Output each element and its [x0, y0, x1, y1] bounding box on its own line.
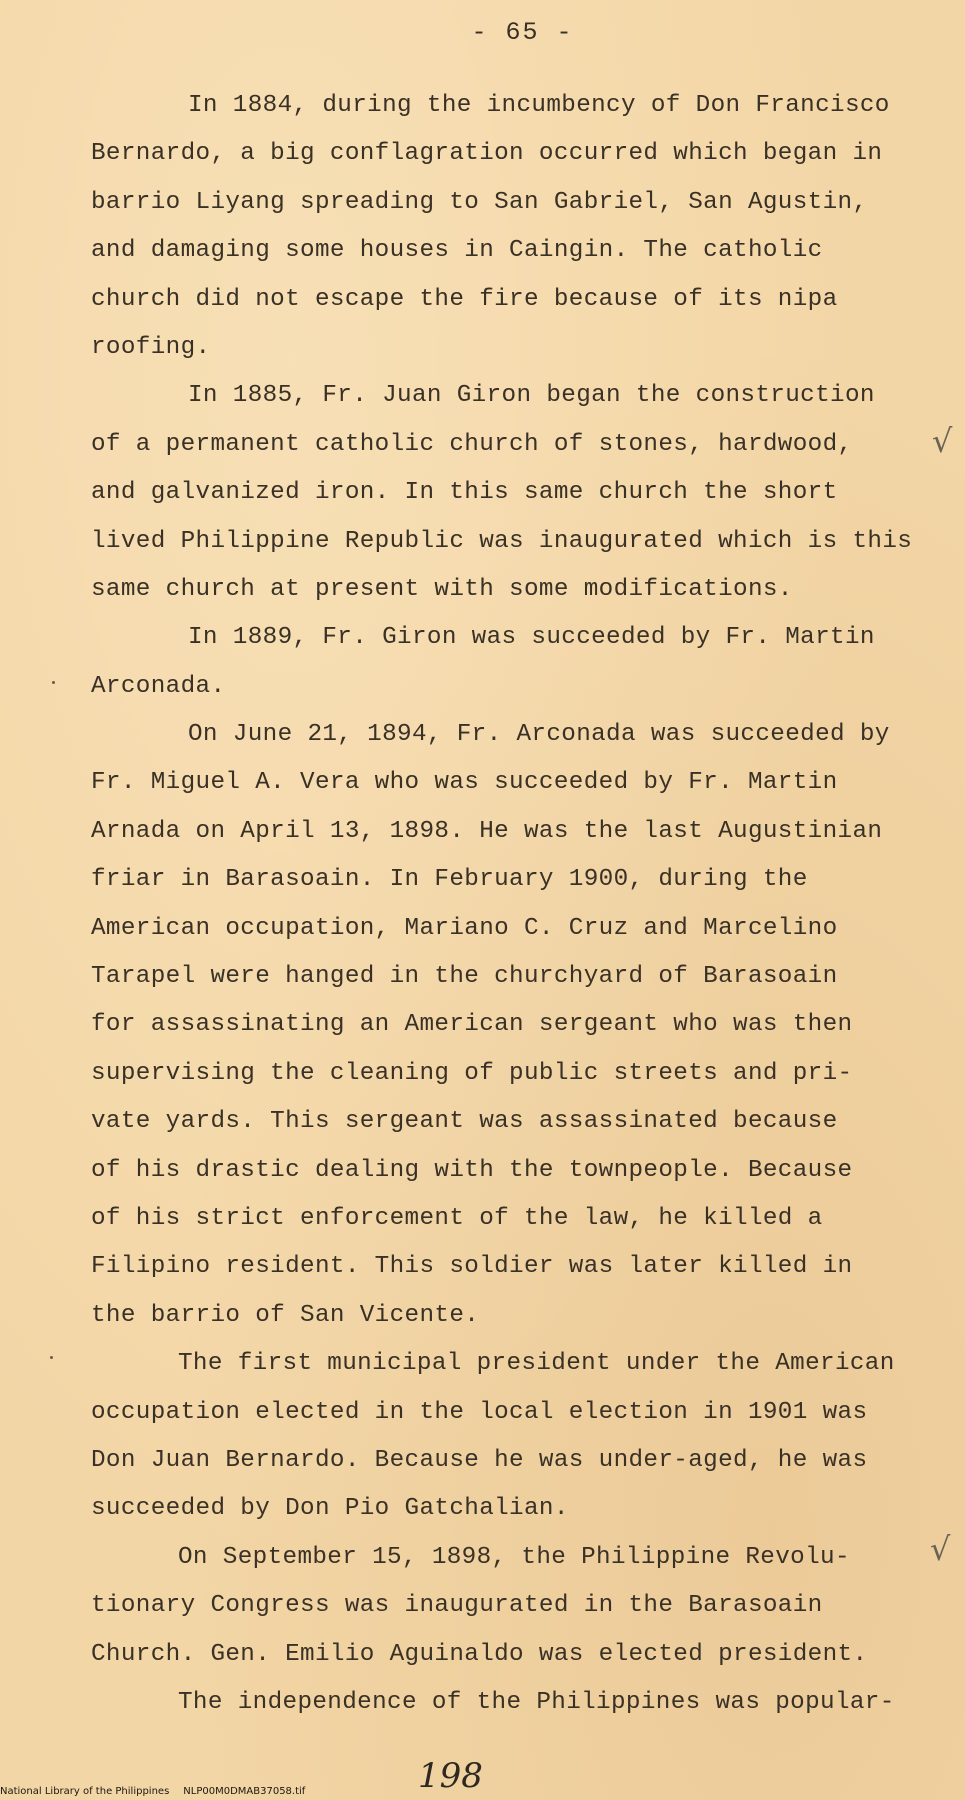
text-line: On September 15, 1898, the Philippine Revolu- — [178, 1543, 850, 1571]
text-line: Fr. Miguel A. Vera who was succeeded by Fr. Martin — [91, 769, 838, 797]
text-line: The first municipal president under the American — [178, 1350, 895, 1378]
text-line: friar in Barasoain. In February 1900, during the — [91, 866, 808, 894]
text-line: of his drastic dealing with the townpeople. Because — [91, 1156, 853, 1184]
text-line: In 1884, during the incumbency of Don Francisco — [188, 92, 890, 119]
text-line: and damaging some houses in Caingin. The catholic — [91, 237, 823, 265]
page-number: - 65 - — [471, 18, 574, 47]
text-line: In 1889, Fr. Giron was succeeded by Fr. Martin — [188, 624, 875, 652]
text-line: lived Philippine Republic was inaugurated which is this — [91, 527, 913, 555]
check-mark-icon: √ — [932, 422, 953, 460]
text-line: barrio Liyang spreading to San Gabriel, San Agustin, — [91, 188, 868, 216]
text-line: church did not escape the fire because of its nipa — [91, 285, 838, 313]
text-line: On June 21, 1894, Fr. Arconada was succeeded by — [188, 721, 890, 749]
text-line: and galvanized iron. In this same church the short — [91, 479, 838, 507]
text-line: Filipino resident. This soldier was later killed in — [91, 1253, 853, 1281]
scan-footer — [0, 1786, 319, 1797]
text-line: vate yards. This sergeant was assassinated because — [91, 1108, 838, 1136]
ink-speck — [50, 1356, 53, 1359]
check-mark-icon: √ — [930, 1530, 951, 1568]
footer-library: National Library of the Philippines — [0, 1786, 170, 1797]
body-text — [91, 82, 911, 1727]
text-line: of a permanent catholic church of stones, hardwood, — [91, 430, 853, 458]
text-line: supervising the cleaning of public streets and pri- — [91, 1059, 853, 1087]
footer-file-id: NLP00M0DMAB37058.tif — [183, 1786, 306, 1797]
text-line: Church. Gen. Emilio Aguinaldo was elected president. — [91, 1640, 868, 1668]
text-line: Bernardo, a big conflagration occurred which began in — [91, 140, 883, 168]
text-line: tionary Congress was inaugurated in the Barasoain — [91, 1592, 823, 1620]
text-line: Tarapel were hanged in the churchyard of Barasoain — [91, 963, 838, 991]
text-line: roofing. — [91, 333, 211, 361]
text-line: The independence of the Philippines was popular- — [178, 1688, 895, 1716]
text-line: for assassinating an American sergeant who was then — [91, 1011, 853, 1039]
ink-speck — [52, 681, 55, 684]
handwritten-page-number: 198 — [418, 1756, 483, 1796]
text-line: of his strict enforcement of the law, he killed a — [91, 1204, 823, 1232]
text-line: occupation elected in the local election in 1901 was — [91, 1398, 868, 1426]
text-line: Arconada. — [91, 672, 226, 700]
text-line: succeeded by Don Pio Gatchalian. — [91, 1495, 569, 1523]
text-line: American occupation, Mariano C. Cruz and Marcelino — [91, 914, 838, 942]
text-line: Arnada on April 13, 1898. He was the last Augustinian — [91, 817, 883, 845]
text-line: Don Juan Bernardo. Because he was under-aged, he was — [91, 1446, 868, 1474]
text-line: the barrio of San Vicente. — [91, 1301, 480, 1329]
text-line: same church at present with some modifications. — [91, 575, 793, 603]
text-line: In 1885, Fr. Juan Giron began the construction — [188, 382, 875, 410]
